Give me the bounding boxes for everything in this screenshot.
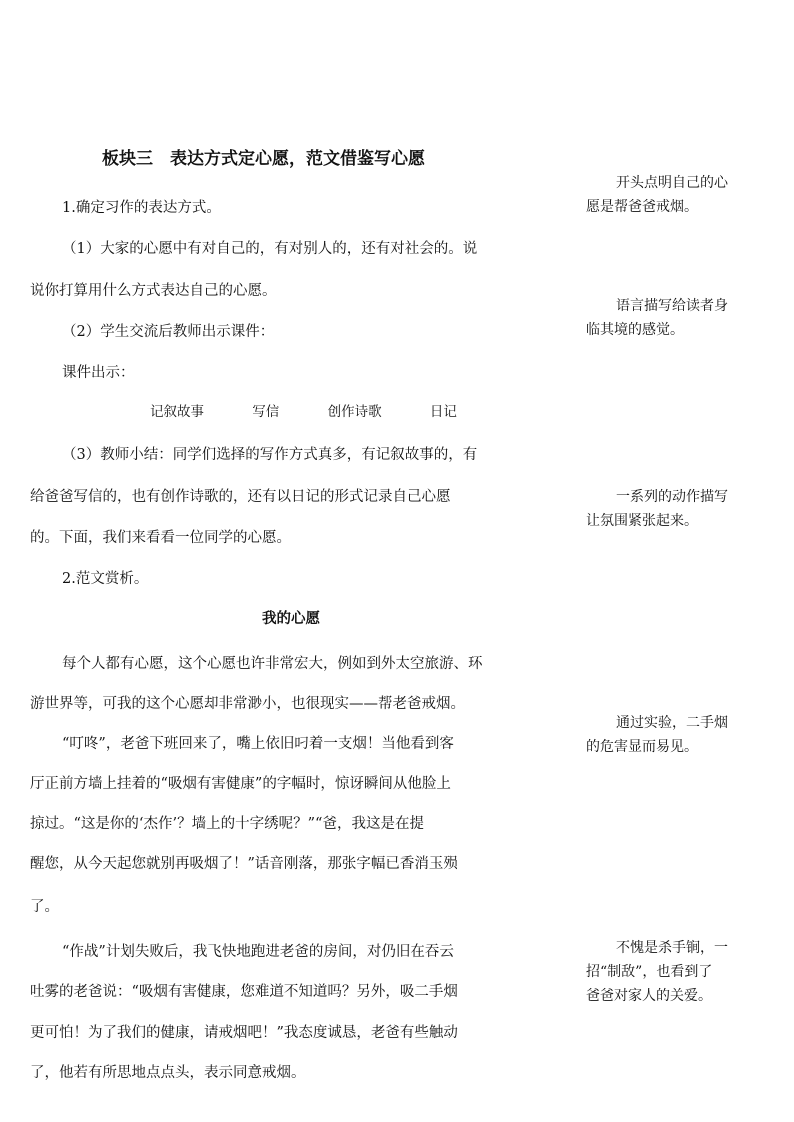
paragraph-3-line-2: 给爸爸写信的，也有创作诗歌的，还有以日记的形式记录自己心愿 xyxy=(30,489,451,505)
margin-note-1 xyxy=(586,171,756,219)
margin-note-4 xyxy=(586,711,756,759)
note-line: 不愧是杀手锏，一 xyxy=(616,940,728,956)
essay-line: 掠过。“这是你的‘杰作’？墙上的十字绣呢？”“爸，我这是在提 xyxy=(30,816,424,832)
note-line: 让氛围紧张起来。 xyxy=(586,513,698,529)
paragraph-1-line-2: 说你打算用什么方式表达自己的心愿。 xyxy=(30,283,277,299)
margin-note-3 xyxy=(586,485,756,533)
note-line: 的危害显而易见。 xyxy=(586,739,698,755)
essay-line: 醒您，从今天起您就别再吸烟了！”话音刚落，那张字幅已香消玉殒 xyxy=(30,856,458,872)
option-letter: 写信 xyxy=(252,404,280,420)
option-poem: 创作诗歌 xyxy=(327,404,382,420)
note-line: 通过实验，二手烟 xyxy=(616,715,728,731)
note-line: 语言描写给读者身 xyxy=(616,298,728,314)
essay-line: 吐雾的老爸说：“吸烟有害健康，您难道不知道吗？另外，吸二手烟 xyxy=(30,984,458,1000)
option-story: 记叙故事 xyxy=(150,404,204,420)
essay-line: 游世界等，可我的这个心愿却非常渺小，也很现实——帮老爸戒烟。 xyxy=(30,696,465,712)
margin-note-5 xyxy=(586,936,756,1008)
essay-line: “叮咚”，老爸下班回来了，嘴上依旧叼着一支烟！当他看到客 xyxy=(62,736,454,752)
note-line: 爸爸对家人的关爱。 xyxy=(586,988,712,1004)
note-line: 开头点明自己的心 xyxy=(616,175,728,191)
option-diary: 日记 xyxy=(429,404,457,420)
step-1: 1.确定习作的表达方式。 xyxy=(62,200,221,216)
note-line: 一系列的动作描写 xyxy=(616,489,728,505)
essay-line: 厅正前方墙上挂着的“吸烟有害健康”的字幅时，惊讶瞬间从他脸上 xyxy=(30,776,451,792)
margin-note-2 xyxy=(586,294,756,342)
essay-title: 我的心愿 xyxy=(262,611,320,627)
note-line: 愿是帮爸爸戒烟。 xyxy=(586,199,698,215)
essay-line: 每个人都有心愿，这个心愿也许非常宏大，例如到外太空旅游、环 xyxy=(62,656,483,672)
paragraph-2: （2）学生交流后教师出示课件： xyxy=(62,324,275,340)
paragraph-1-line-1: （1）大家的心愿中有对自己的，有对别人的，还有对社会的。说 xyxy=(62,241,478,257)
courseware-options xyxy=(150,400,501,420)
paragraph-3-line-3: 的。下面，我们来看看一位同学的心愿。 xyxy=(30,530,291,546)
essay-line: 更可怕！为了我们的健康，请戒烟吧！”我态度诚恳，老爸有些触动 xyxy=(30,1025,458,1041)
courseware-label: 课件出示： xyxy=(62,365,135,381)
essay-line: “作战”计划失败后，我飞快地跑进老爸的房间，对仍旧在吞云 xyxy=(62,944,454,960)
essay-line: 了，他若有所思地点点头，表示同意戒烟。 xyxy=(30,1065,306,1081)
step-2: 2.范文赏析。 xyxy=(62,571,149,587)
section-heading: 板块三 表达方式定心愿，范文借鉴写心愿 xyxy=(102,149,425,169)
paragraph-3-line-1: （3）教师小结：同学们选择的写作方式真多，有记叙故事的，有 xyxy=(62,447,478,463)
note-line: 招“制敌”，也看到了 xyxy=(586,964,713,980)
note-line: 临其境的感觉。 xyxy=(586,322,684,338)
essay-line: 了。 xyxy=(30,899,59,915)
